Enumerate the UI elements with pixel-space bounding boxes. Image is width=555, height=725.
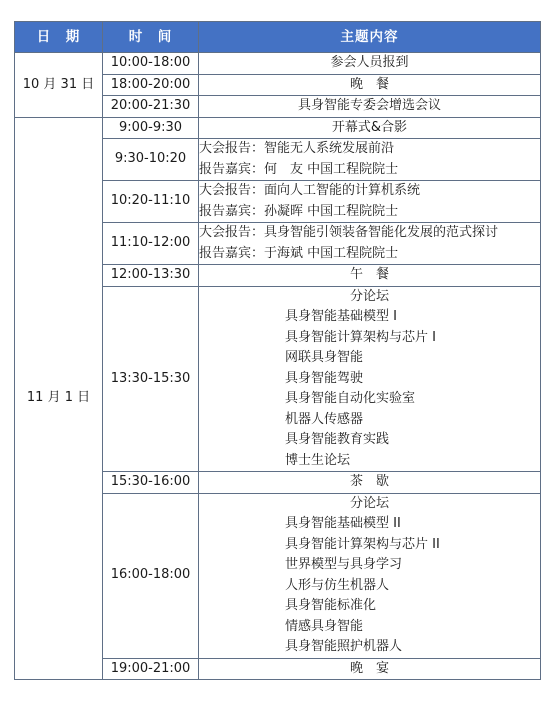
date-cell: 10 月 31 日 xyxy=(15,53,103,118)
keynote-title: 大会报告：智能无人系统发展前沿 xyxy=(199,141,395,156)
content-cell: 具身智能专委会增选会议 xyxy=(199,96,541,118)
time-cell: 19:00-21:00 xyxy=(103,658,199,680)
header-date: 日 期 xyxy=(15,22,103,53)
keynote-cell xyxy=(199,181,541,223)
forum-track: 具身智能自动化实验室 xyxy=(285,391,416,406)
table-header-row xyxy=(15,22,541,53)
header-content: 主题内容 xyxy=(199,22,541,53)
forum-track: 机器人传感器 xyxy=(285,411,364,427)
header-time: 时 间 xyxy=(103,22,199,53)
time-cell: 13:30-15:30 xyxy=(103,286,199,472)
forum-track: 具身智能标准化 xyxy=(285,598,377,613)
forum-track: 网联具身智能 xyxy=(285,350,364,365)
content-cell: 开幕式&合影 xyxy=(199,117,541,139)
time-cell: 9:30-10:20 xyxy=(103,139,199,181)
keynote-cell xyxy=(199,223,541,265)
forum-track: 具身智能计算架构与芯片 II xyxy=(285,536,440,552)
time-cell: 16:00-18:00 xyxy=(103,493,199,658)
forum-track: 世界模型与具身学习 xyxy=(285,557,403,572)
forum-cell xyxy=(199,286,541,472)
forum-cell xyxy=(199,493,541,658)
schedule-table xyxy=(14,21,541,680)
keynote-title: 大会报告：面向人工智能的计算机系统 xyxy=(199,183,421,198)
table-row xyxy=(15,117,541,139)
forum-track: 具身智能驾驶 xyxy=(285,370,364,386)
table-row xyxy=(15,53,541,75)
keynote-speaker: 报告嘉宾：孙凝晖 中国工程院院士 xyxy=(199,203,399,219)
forum-track: 具身智能照护机器人 xyxy=(285,639,403,654)
content-cell: 晚 餐 xyxy=(199,74,541,96)
keynote-title: 大会报告：具身智能引领装备智能化发展的范式探讨 xyxy=(199,225,499,240)
forum-track: 具身智能基础模型 II xyxy=(285,516,401,531)
keynote-cell xyxy=(199,139,541,181)
forum-track: 具身智能教育实践 xyxy=(285,432,390,447)
forum-track: 具身智能基础模型 I xyxy=(285,309,397,324)
forum-track: 博士生论坛 xyxy=(285,452,351,468)
time-cell: 10:00-18:00 xyxy=(103,53,199,75)
content-cell: 晚 宴 xyxy=(199,658,541,680)
content-cell: 参会人员报到 xyxy=(199,53,541,75)
time-cell: 10:20-11:10 xyxy=(103,181,199,223)
time-cell: 15:30-16:00 xyxy=(103,472,199,494)
content-cell: 茶 歇 xyxy=(199,472,541,494)
content-cell: 午 餐 xyxy=(199,265,541,287)
date-cell: 11 月 1 日 xyxy=(15,117,103,680)
keynote-speaker: 报告嘉宾：于海斌 中国工程院院士 xyxy=(199,245,399,261)
forum-track: 情感具身智能 xyxy=(285,618,364,634)
time-cell: 11:10-12:00 xyxy=(103,223,199,265)
forum-track: 具身智能计算架构与芯片 I xyxy=(285,329,436,345)
time-cell: 12:00-13:30 xyxy=(103,265,199,287)
forum-track: 人形与仿生机器人 xyxy=(285,577,390,593)
forum-title: 分论坛 xyxy=(349,495,389,511)
time-cell: 18:00-20:00 xyxy=(103,74,199,96)
time-cell: 9:00-9:30 xyxy=(103,117,199,139)
keynote-speaker: 报告嘉宾：何 友 中国工程院院士 xyxy=(199,161,399,177)
forum-title: 分论坛 xyxy=(349,288,389,304)
time-cell: 20:00-21:30 xyxy=(103,96,199,118)
